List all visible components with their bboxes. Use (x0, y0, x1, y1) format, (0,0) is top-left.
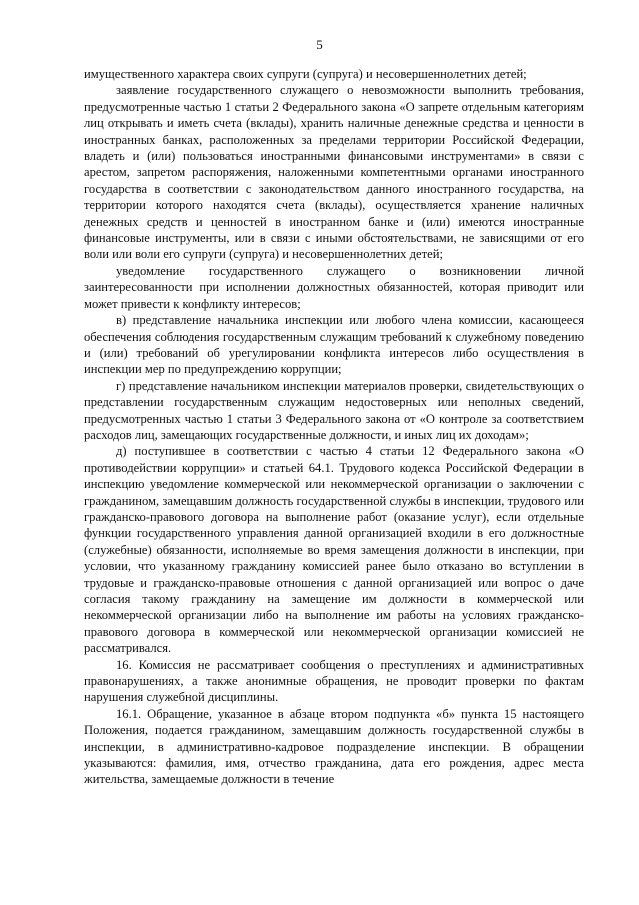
paragraph-item-v: в) представление начальника инспекции или любого члена комиссии, касающееся обеспечения соблюдения государственным служащим требований к служебному поведению и (или) требований об урегулировании конфликта интересов либо осуществления в инспекции мер по предупреждению коррупции; (84, 313, 584, 377)
paragraph-continuation: имущественного характера своих супруги (супруга) и несовершеннолетних детей; (84, 67, 527, 81)
paragraph-inability-statement: заявление государственного служащего о невозможности выполнить требования, предусмотренные частью 1 статьи 2 Федерального закона «О запрете отдельным категориям лиц открывать и иметь счета (вклады), хранить наличные денежные средства и ценности в иностранных банках, расположенных за пределами территории Российской Федерации, владеть и (или) пользоваться иностранными финансовыми инструментами» в связи с арестом, запретом распоряжения, наложенными компетентными органами иностранного государства в соответствии с законодательством данного иностранного государства, на территории которого находятся счета (вклады), осуществляется хранение наличных денежных средств и ценностей в иностранном банке и (или) имеются иностранные финансовые инструменты, или в связи с иными обстоятельствами, не зависящими от его воли или воли его супруги (супруга) и несовершеннолетних детей; (84, 83, 584, 262)
paragraph-item-g: г) представление начальником инспекции материалов проверки, свидетельствующих о представлении государственным служащим недостоверных или неполных сведений, предусмотренных частью 1 статьи 3 Федерального закона от «О контроле за соответствием расходов лиц, замещающих государственные должности, и иных лиц их доходам»; (84, 378, 584, 442)
paragraph-clause-16: 16. Комиссия не рассматривает сообщения о преступлениях и административных правонарушениях, а также анонимные обращения, не проводит проверки по фактам нарушения служебной дисциплины. (84, 657, 584, 705)
paragraph-conflict-notice: уведомление государственного служащего о возникновении личной заинтересованности при исполнении должностных обязанностей, которая приводит или может привести к конфликту интересов; (84, 263, 584, 311)
paragraph-item-d: д) поступившее в соответствии с частью 4 статьи 12 Федерального закона «О противодействии коррупции» и статьей 64.1. Трудового кодекса Российской Федерации в инспекцию уведомление коммерческой или некоммерческой организации о заключении с гражданином, замещавшим должность государственной службы в инспекции, трудового или гражданско-правового договора на выполнение работ (оказание услуг), если отдельные функции государственного управления данной организацией входили в его должностные (служебные) обязанности, исполняемые во время замещения должности в инспекции, при условии, что указанному гражданину комиссией ранее было отказано во вступлении в трудовые и гражданско-правовые отношения с данной организацией или вопрос о даче согласия такому гражданину на замещение им должности в коммерческой или некоммерческой организации либо на выполнение им работы на условиях гражданско-правового договора в коммерческой или некоммерческой организации комиссией не рассматривался. (84, 444, 584, 656)
document-body (84, 66, 584, 788)
paragraph-clause-16-1: 16.1. Обращение, указанное в абзаце втором подпункта «б» пункта 15 настоящего Положения, подается гражданином, замещавшим должность государственной службы в инспекции, в административно-кадровое подразделение инспекции. В обращении указываются: фамилия, имя, отчество гражданина, дата его рождения, адрес места жительства, замещаемые должности в течение (84, 706, 584, 787)
page-number: 5 (316, 37, 323, 52)
